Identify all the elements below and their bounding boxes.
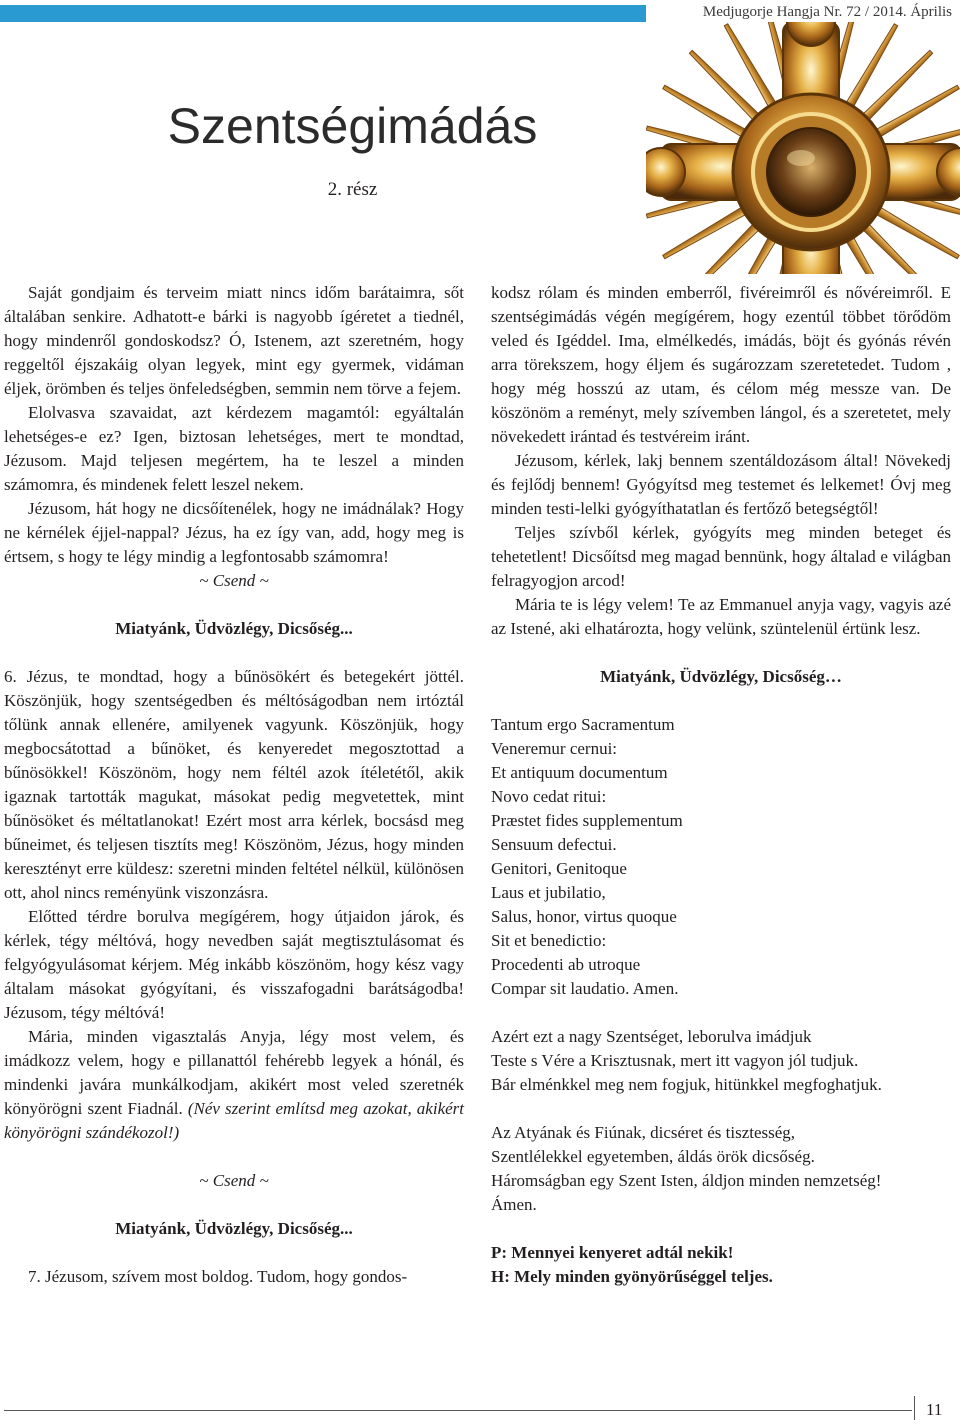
hymn-latin <box>491 713 951 1001</box>
versicle-response: H: Mely minden gyönyörűséggel teljes. <box>491 1267 773 1286</box>
left-column <box>4 281 464 1289</box>
paragraph: 7. Jézusom, szívem most boldog. Tudom, hogy gondos- <box>28 1267 408 1286</box>
paragraph: Saját gondjaim és terveim miatt nincs időm barátaimra, sőt általában senkire. Adhatott-e bárki is nagyobb ígéretet a tiednél, hogy mindenről gondoskodsz? Ó, Istenem, azt szeretném, hogy reggeltől éjszakáig olyan legyek, mint egy gyermek, vidáman éljek, örömben és teljes önfeledségben, semmin nem törve a fejem. <box>4 283 464 398</box>
hymn-line: Azért ezt a nagy Szentséget, leborulva imádjuk <box>491 1027 812 1046</box>
hymn-line: Sit et benedictio: <box>491 931 607 950</box>
hymn-line: Laus et jubilatio, <box>491 883 606 902</box>
paragraph: Elolvasva szavaidat, azt kérdezem magamtól: egyáltalán lehetséges-e ez? Igen, biztosan lehetséges, mert te mondtad, Jézusom. Majd teljesen megértem, ha te leszel a minden számomra, és mindenek felett leszel nekem. <box>4 403 464 494</box>
article-part: 2. rész <box>327 179 378 200</box>
hymn-line: Sensuum defectui. <box>491 835 617 854</box>
hymn-line: Genitori, Genitoque <box>491 859 627 878</box>
hymn-line: Præstet fides supplementum <box>491 811 683 830</box>
hymn-line: Veneremur cernui: <box>491 739 618 758</box>
paragraph: Mária te is légy velem! Te az Emmanuel anyja vagy, vagyis azé az Istené, aki elhatározta, hogy velünk, szüntelenül értünk lesz. <box>491 595 951 638</box>
hymn-line: Compar sit laudatio. Amen. <box>491 979 679 998</box>
paragraph: kodsz rólam és minden emberről, fivéreimről és nővéreimről. E szentségimádás végén megígérem, hogy ezentúl többet törődöm veled és Igéddel. Ima, elmélkedés, imádás, böjt és gyónás révén arra törekszem, hogy éljem és sugározzam szeretetedet. Tudom , hogy még hosszú az utam, és célom még messze van. De köszönöm a reményt, mely szívemben lángol, és a szeretetet, mely növekedett irántad és testvéreim iránt. <box>491 283 951 446</box>
paragraph: Jézusom, hát hogy ne dicsőítenélek, hogy ne imádnálak? Hogy ne kérnélek éjjel-nappal? Jézus, ha ez így van, add, hogy meg is értsem, s hogy te légy mindig a legfontosabb számomra! <box>4 499 464 566</box>
paragraph-text: Mária, minden vigasztalás Anyja, légy most velem, és imádkozz velem, hogy e pillanattól fehérebb legyek a hónál, és mindenki javára munkálkodjam, akikért most veled szeretnék könyörögni szent Fiadnál. <box>4 1027 464 1118</box>
hymn-stanza <box>491 1121 951 1217</box>
hymn-line: Teste s Vére a Krisztusnak, mert itt vagyon jól tudjuk. <box>491 1051 859 1070</box>
hymn-line: Novo cedat ritui: <box>491 787 607 806</box>
paragraph: Előtted térdre borulva megígérem, hogy útjaidon járok, és kérlek, tégy méltóvá, hogy nevedben saját megtisztulásomat és felgyógyulásomat kérjem. Még inkább köszönöm, hogy kész vagy általam másokat gyógyítani, és visszafogadni barátságodba! Jézusom, tégy méltóvá! <box>4 907 464 1022</box>
footer-rule <box>4 1410 912 1411</box>
prayer-heading: Miatyánk, Üdvözlégy, Dicsőség... <box>115 619 353 638</box>
article-title: Szentségimádás <box>167 98 538 154</box>
versicle-priest: P: Mennyei kenyeret adtál nekik! <box>491 1243 734 1262</box>
hymn-line: Et antiquum documentum <box>491 763 668 782</box>
hymn-line: Tantum ergo Sacramentum <box>491 715 675 734</box>
silence-marker: ~ Csend ~ <box>199 1171 269 1190</box>
hymn-line: Bár elménkkel meg nem fogjuk, hitünkkel megfoghatjuk. <box>491 1075 882 1094</box>
monstrance-image <box>646 22 960 274</box>
paragraph: Jézusom, kérlek, lakj bennem szentáldozásom által! Növekedj és fejlődj bennem! Gyógyítsd meg testemet és lelkemet! Óvj meg minden testi-lelki gyógyíthatatlan és fertőző betegségtől! <box>491 451 951 518</box>
hymn-stanza <box>491 1025 951 1097</box>
hymn-line: Salus, honor, virtus quoque <box>491 907 677 926</box>
hymn-line: Procedenti ab utroque <box>491 955 641 974</box>
prayer-heading: Miatyánk, Üdvözlégy, Dicsőség... <box>115 1219 353 1238</box>
paragraph <box>4 1025 464 1145</box>
header-bar <box>0 5 646 22</box>
page-number: 11 <box>926 1400 943 1419</box>
hymn-line: Háromságban egy Szent Isten, áldjon minden nemzetség! <box>491 1171 882 1190</box>
right-column <box>491 281 951 1289</box>
paragraph: 6. Jézus, te mondtad, hogy a bűnösökért és betegekért jöttél. Köszönjük, hogy szentségedben és méltóságodban nem irtóztál tőlünk annak ellenére, amilyenek vagyunk. Köszönjük, hogy megbocsátottad a bűnöket, és kenyeredet megosztottad a bűnösökkel! Köszönöm, hogy nem féltél azok ítéletétől, akik igaznak tartották magukat, másokat pedig megvetettek, mint bűnösöket és méltatlanokat! Ezért most arra kérlek, bocsásd meg bűneimet, és teljesen tisztíts meg! Köszönöm, Jézus, hogy minden keresztényt erre küldesz: szeretni minden feltétel nélkül, különösen ott, ahol nincs reményünk viszonzásra. <box>4 667 464 902</box>
monstrance-icon <box>646 22 960 274</box>
paragraph: Teljes szívből kérlek, gyógyíts meg minden beteget és tehetetlent! Dicsőítsd meg magad bennünk, hogy általad e világban felragyogjon arcod! <box>491 523 951 590</box>
running-header: Medjugorje Hangja Nr. 72 / 2014. Április <box>702 4 952 20</box>
hymn-line: Szentlélekkel egyetemben, áldás örök dicsőség. <box>491 1147 815 1166</box>
paragraph-instruction: (Név szerint említsd meg azokat, akikért könyörögni szándékozol!) <box>4 1099 464 1142</box>
hymn-line: Ámen. <box>491 1195 537 1214</box>
prayer-heading: Miatyánk, Üdvözlégy, Dicsőség… <box>600 667 842 686</box>
hymn-line: Az Atyának és Fiúnak, dicséret és tisztesség, <box>491 1123 796 1142</box>
silence-marker: ~ Csend ~ <box>199 571 269 590</box>
